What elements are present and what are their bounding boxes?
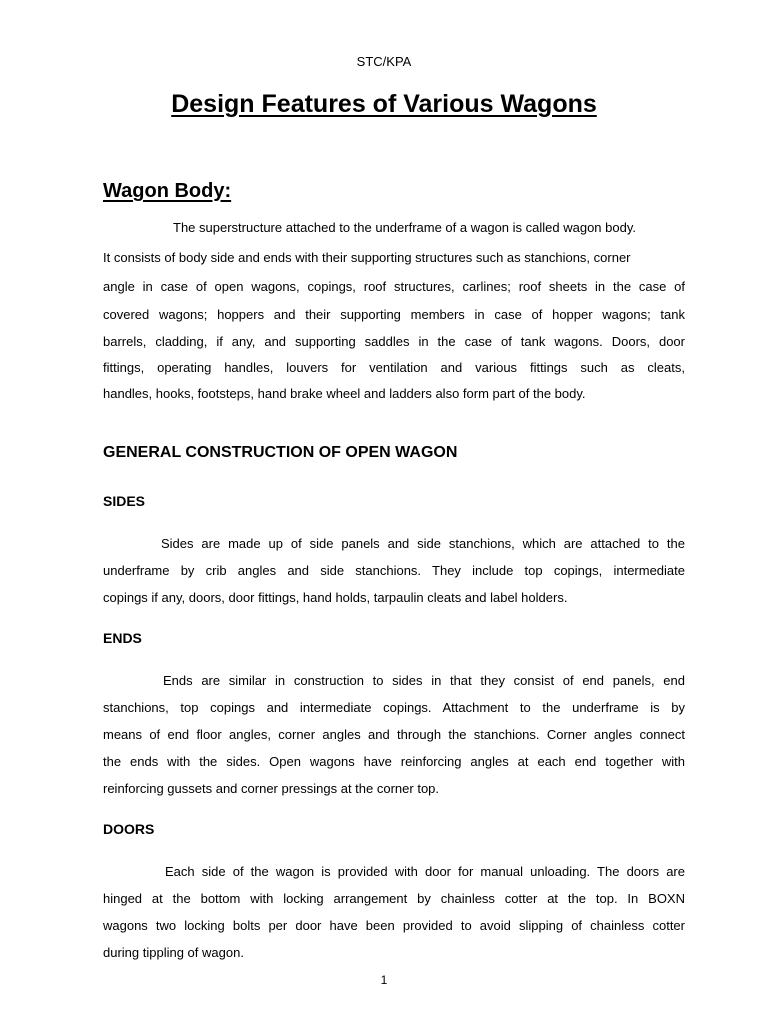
paragraph-line: stanchions, top copings and intermediate copings. Attachment to the underframe is by	[103, 700, 685, 715]
heading-general-construction: GENERAL CONSTRUCTION OF OPEN WAGON	[103, 444, 458, 461]
header-code: STC/KPA	[356, 54, 412, 69]
paragraph-line: The superstructure attached to the underframe of a wagon is called wagon body.	[173, 220, 636, 235]
paragraph-line: during tippling of wagon.	[103, 945, 244, 960]
paragraph-line: barrels, cladding, if any, and supporting saddles in the case of tank wagons. Doors, door	[103, 334, 685, 349]
section-heading-wagon-body: Wagon Body:	[103, 180, 232, 202]
paragraph-line: underframe by crib angles and side stanchions. They include top copings, intermediate	[103, 563, 685, 578]
paragraph-line: covered wagons; hoppers and their supporting members in case of hopper wagons; tank	[103, 307, 685, 322]
heading-ends: ENDS	[103, 630, 142, 646]
paragraph-line: handles, hooks, footsteps, hand brake wheel and ladders also form part of the body.	[103, 386, 586, 401]
paragraph-line: wagons two locking bolts per door have been provided to avoid slipping of chainless cotter	[103, 918, 685, 933]
heading-sides: SIDES	[103, 493, 146, 509]
paragraph-line: copings if any, doors, door fittings, hand holds, tarpaulin cleats and label holders.	[103, 590, 568, 605]
heading-doors: DOORS	[103, 821, 155, 837]
paragraph-line: Ends are similar in construction to sides in that they consist of end panels, end	[163, 673, 685, 688]
document-title: Design Features of Various Wagons	[171, 90, 597, 118]
paragraph-line: the ends with the sides. Open wagons have reinforcing angles at each end together with	[103, 754, 685, 769]
paragraph-line: Sides are made up of side panels and side stanchions, which are attached to the	[161, 536, 685, 551]
paragraph-line: Each side of the wagon is provided with door for manual unloading. The doors are	[165, 864, 685, 879]
paragraph-line: hinged at the bottom with locking arrangement by chainless cotter at the top. In BOXN	[103, 891, 685, 906]
paragraph-line: means of end floor angles, corner angles and through the stanchions. Corner angles connect	[103, 727, 685, 742]
paragraph-line: fittings, operating handles, louvers for ventilation and various fittings such as cleats,	[103, 360, 685, 375]
page-number: 1	[380, 973, 388, 987]
paragraph-line: angle in case of open wagons, copings, roof structures, carlines; roof sheets in the case of	[103, 279, 685, 294]
paragraph-line: reinforcing gussets and corner pressings at the corner top.	[103, 781, 440, 796]
paragraph-line: It consists of body side and ends with their supporting structures such as stanchions, corner	[103, 250, 631, 265]
